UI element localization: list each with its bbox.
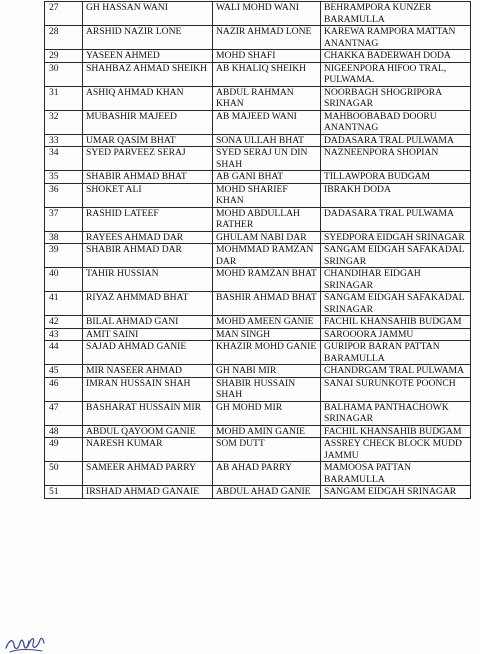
serial-number-cell: 44 (45, 341, 83, 365)
parent-name-cell: MOHMMAD RAMZAN DAR (213, 244, 321, 268)
address-cell: KAREWA RAMPORA MATTAN ANANTNAG (321, 26, 471, 50)
serial-number-cell: 29 (45, 50, 83, 63)
address-cell: FACHIL KHANSAHIB BUDGAM (321, 316, 471, 329)
address-cell: SANGAM EIDGAH SAFAKADAL SRINGAR (321, 244, 471, 268)
candidate-name-cell: NARESH KUMAR (83, 438, 213, 462)
address-cell: MAHBOOBABAD DOORU ANANTNAG (321, 110, 471, 134)
serial-number-cell: 35 (45, 171, 83, 184)
address-cell: SANAI SURUNKOTE POONCH (321, 377, 471, 401)
table-row (45, 86, 471, 110)
table-row (45, 110, 471, 134)
parent-name-cell: BASHIR AHMAD BHAT (213, 292, 321, 316)
address-cell: SAROOORA JAMMU (321, 328, 471, 341)
serial-number-cell: 42 (45, 316, 83, 329)
address-cell: TILLAWPORA BUDGAM (321, 171, 471, 184)
parent-name-cell: KHAZIR MOHD GANIE (213, 341, 321, 365)
address-cell: MAMOOSA PATTAN BARAMULLA (321, 462, 471, 486)
candidate-name-cell: SAMEER AHMAD PARRY (83, 462, 213, 486)
serial-number-cell: 41 (45, 292, 83, 316)
candidate-name-cell: ASHIQ AHMAD KHAN (83, 86, 213, 110)
candidate-name-cell: RASHID LATEEF (83, 207, 213, 231)
candidate-name-cell: BILAL AHMAD GANI (83, 316, 213, 329)
parent-name-cell: GH MOHD MIR (213, 401, 321, 425)
candidate-name-cell: IMRAN HUSSAIN SHAH (83, 377, 213, 401)
serial-number-cell: 34 (45, 147, 83, 171)
table-row (45, 486, 471, 499)
table-row (45, 147, 471, 171)
address-cell: BALHAMA PANTHACHOWK SRINAGAR (321, 401, 471, 425)
serial-number-cell: 37 (45, 207, 83, 231)
candidate-name-cell: SHOKET ALI (83, 183, 213, 207)
serial-number-cell: 38 (45, 231, 83, 244)
parent-name-cell: SHABIR HUSSAIN SHAH (213, 377, 321, 401)
roster-table (44, 1, 471, 499)
candidate-name-cell: ARSHID NAZIR LONE (83, 26, 213, 50)
serial-number-cell: 40 (45, 268, 83, 292)
table-row (45, 365, 471, 378)
address-cell: NOORBAGH SHOGRIPORA SRINAGAR (321, 86, 471, 110)
table-row (45, 462, 471, 486)
table-row (45, 341, 471, 365)
candidate-name-cell: BASHARAT HUSSAIN MIR (83, 401, 213, 425)
table-row (45, 183, 471, 207)
address-cell: CHAKKA BADERWAH DODA (321, 50, 471, 63)
roster-table-body (45, 2, 471, 499)
serial-number-cell: 49 (45, 438, 83, 462)
table-row (45, 292, 471, 316)
address-cell: DADASARA TRAL PULWAMA (321, 134, 471, 147)
address-cell: BEHRAMPORA KUNZER BARAMULLA (321, 2, 471, 26)
address-cell: DADASARA TRAL PULWAMA (321, 207, 471, 231)
serial-number-cell: 33 (45, 134, 83, 147)
parent-name-cell: SOM DUTT (213, 438, 321, 462)
serial-number-cell: 36 (45, 183, 83, 207)
table-row (45, 2, 471, 26)
address-cell: NAZNEENPORA SHOPIAN (321, 147, 471, 171)
candidate-name-cell: ABDUL QAYOOM GANIE (83, 425, 213, 438)
address-cell: ASSREY CHECK BLOCK MUDD JAMMU (321, 438, 471, 462)
candidate-name-cell: UMAR QASIM BHAT (83, 134, 213, 147)
address-cell: NIGEENPORA HIFOO TRAL, PULWAMA. (321, 62, 471, 86)
address-cell: SANGAM EIDGAH SRINAGAR (321, 486, 471, 499)
address-cell: SANGAM EIDGAH SAFAKADAL SRINAGAR (321, 292, 471, 316)
serial-number-cell: 31 (45, 86, 83, 110)
address-cell: FACHIL KHANSAHIB BUDGAM (321, 425, 471, 438)
parent-name-cell: GH NABI MIR (213, 365, 321, 378)
table-row (45, 316, 471, 329)
candidate-name-cell: MUBASHIR MAJEED (83, 110, 213, 134)
candidate-name-cell: SYED PARVEEZ SERAJ (83, 147, 213, 171)
serial-number-cell: 45 (45, 365, 83, 378)
parent-name-cell: AB MAJEED WANI (213, 110, 321, 134)
address-cell: CHANDIHAR EIDGAH SRINAGAR (321, 268, 471, 292)
parent-name-cell: MOHD ABDULLAH RATHER (213, 207, 321, 231)
parent-name-cell: ABDUL AHAD GANIE (213, 486, 321, 499)
candidate-name-cell: RAYEES AHMAD DAR (83, 231, 213, 244)
serial-number-cell: 50 (45, 462, 83, 486)
parent-name-cell: MAN SINGH (213, 328, 321, 341)
table-row (45, 50, 471, 63)
parent-name-cell: MOHD SHAFI (213, 50, 321, 63)
parent-name-cell: MOHD SHARIEF KHAN (213, 183, 321, 207)
table-row (45, 62, 471, 86)
parent-name-cell: MOHD AMIN GANIE (213, 425, 321, 438)
serial-number-cell: 39 (45, 244, 83, 268)
candidate-name-cell: RIYAZ AHMMAD BHAT (83, 292, 213, 316)
table-row (45, 231, 471, 244)
serial-number-cell: 27 (45, 2, 83, 26)
candidate-name-cell: IRSHAD AHMAD GANAIE (83, 486, 213, 499)
parent-name-cell: SYED SERAJ UN DIN SHAH (213, 147, 321, 171)
address-cell: CHANDRGAM TRAL PULWAMA (321, 365, 471, 378)
candidate-name-cell: SAJAD AHMAD GANIE (83, 341, 213, 365)
serial-number-cell: 32 (45, 110, 83, 134)
table-row (45, 207, 471, 231)
serial-number-cell: 46 (45, 377, 83, 401)
parent-name-cell: MOHD AMEEN GANIE (213, 316, 321, 329)
parent-name-cell: NAZIR AHMAD LONE (213, 26, 321, 50)
candidate-name-cell: SHABIR AHMAD DAR (83, 244, 213, 268)
address-cell: GURIPOR BARAN PATTAN BARAMULLA (321, 341, 471, 365)
table-row (45, 244, 471, 268)
table-row (45, 26, 471, 50)
candidate-name-cell: SHABIR AHMAD BHAT (83, 171, 213, 184)
parent-name-cell: AB GANI BHAT (213, 171, 321, 184)
table-row (45, 134, 471, 147)
table-row (45, 171, 471, 184)
serial-number-cell: 43 (45, 328, 83, 341)
parent-name-cell: SONA ULLAH BHAT (213, 134, 321, 147)
candidate-name-cell: GH HASSAN WANI (83, 2, 213, 26)
parent-name-cell: AB KHALIQ SHEIKH (213, 62, 321, 86)
parent-name-cell: AB AHAD PARRY (213, 462, 321, 486)
candidate-name-cell: AMIT SAINI (83, 328, 213, 341)
handwritten-signature-icon (4, 634, 52, 654)
candidate-name-cell: SHAHBAZ AHMAD SHEIKH (83, 62, 213, 86)
candidate-name-cell: TAHIR HUSSIAN (83, 268, 213, 292)
candidate-name-cell: YASEEN AHMED (83, 50, 213, 63)
serial-number-cell: 48 (45, 425, 83, 438)
parent-name-cell: GHULAM NABI DAR (213, 231, 321, 244)
table-row (45, 438, 471, 462)
parent-name-cell: MOHD RAMZAN BHAT (213, 268, 321, 292)
table-row (45, 425, 471, 438)
table-row (45, 401, 471, 425)
table-row (45, 268, 471, 292)
address-cell: IBRAKH DODA (321, 183, 471, 207)
serial-number-cell: 51 (45, 486, 83, 499)
serial-number-cell: 30 (45, 62, 83, 86)
serial-number-cell: 47 (45, 401, 83, 425)
candidate-name-cell: MIR NASEER AHMAD (83, 365, 213, 378)
table-row (45, 377, 471, 401)
parent-name-cell: WALI MOHD WANI (213, 2, 321, 26)
table-row (45, 328, 471, 341)
address-cell: SYEDPORA EIDGAH SRINAGAR (321, 231, 471, 244)
parent-name-cell: ABDUL RAHMAN KHAN (213, 86, 321, 110)
serial-number-cell: 28 (45, 26, 83, 50)
